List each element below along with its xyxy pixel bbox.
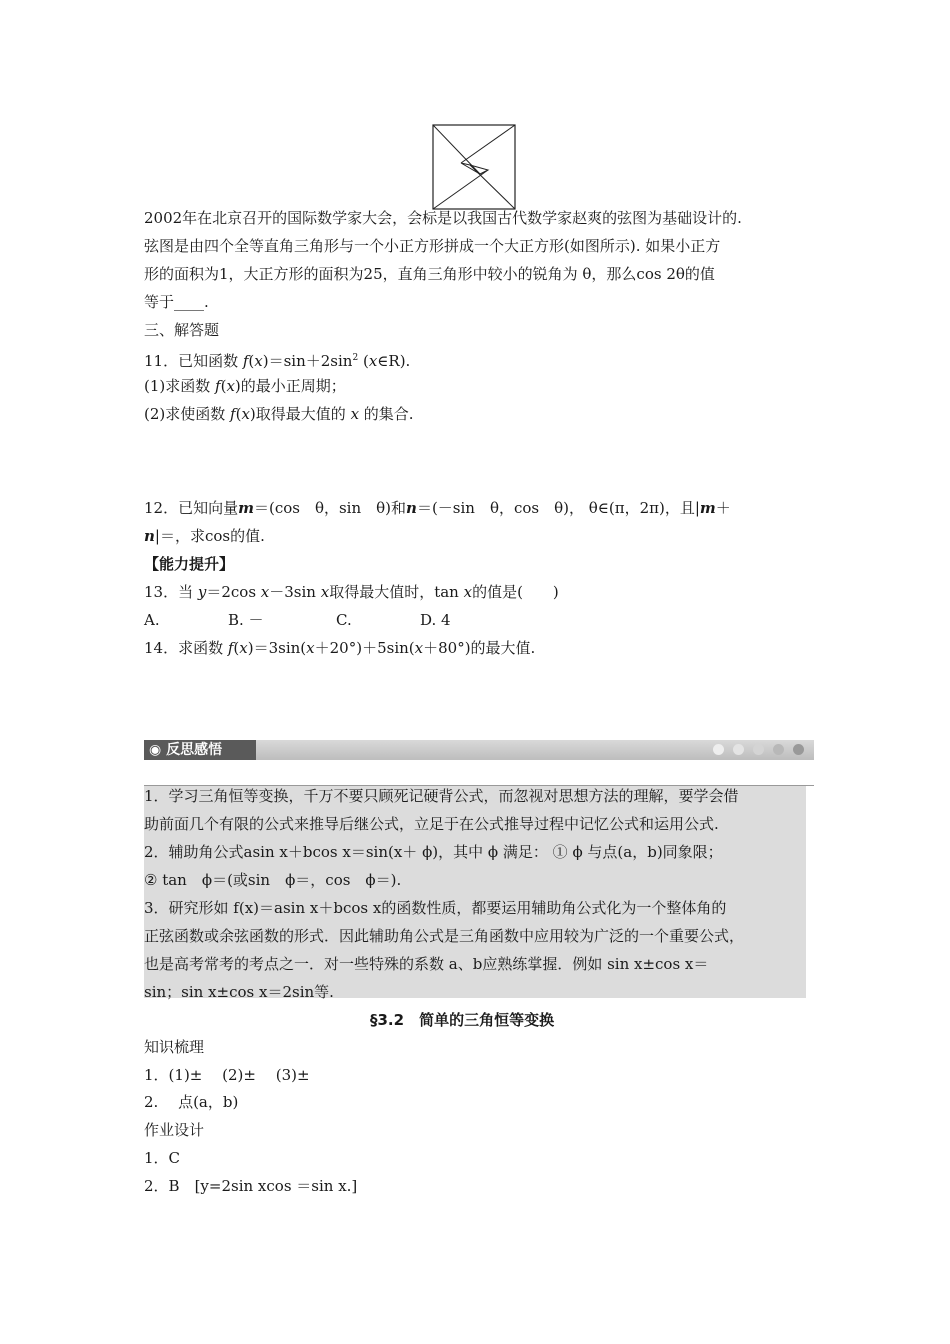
- reflection-p1-l1: 1．学习三角恒等变换，千万不要只顾死记硬背公式，而忽视对思想方法的理解，要学会借: [144, 787, 739, 805]
- problem13-options: [144, 610, 451, 630]
- problem11-q2: (2)求使函数 f(x)取得最大值的 x 的集合.: [144, 405, 414, 423]
- decorative-dots-icon: [713, 744, 804, 755]
- pinwheel-square-diagram-icon: [432, 124, 516, 210]
- reflection-p3-l1: 3．研究形如 f(x)＝asin x＋bcos x的函数性质，都要运用辅助角公式化为一个整体角的: [144, 899, 727, 917]
- knowledge-answer-1: 1．(1)± (2)± (3)±: [144, 1066, 310, 1084]
- problem10-line1: 2002年在北京召开的国际数学家大会，会标是以我国古代数学家赵爽的弦图为基础设计的.: [144, 209, 742, 227]
- homework-answer-1: 1．C: [144, 1149, 181, 1167]
- reflection-p1-l2: 助前面几个有限的公式来推导后继公式，立足于在公式推导过程中记忆公式和运用公式.: [144, 815, 719, 833]
- problem14-stem: 14．求函数 f(x)＝3sin(x＋20°)＋5sin(x＋80°)的最大值.: [144, 639, 536, 657]
- knowledge-heading: 知识梳理: [144, 1038, 205, 1056]
- ability-heading: 【能力提升】: [144, 555, 235, 573]
- option-c: C.: [336, 611, 352, 629]
- reflection-p3-l2: 正弦函数或余弦函数的形式．因此辅助角公式是三角函数中应用较为广泛的一个重要公式，: [144, 927, 745, 945]
- homework-answer-2: 2．B [y=2sin xcos ＝sin x.]: [144, 1177, 358, 1195]
- problem12-line1: 12．已知向量m＝(cos θ，sin θ)和n＝(－sin θ，cos θ)， θ∈(π，2π)，且|m＋: [144, 499, 731, 517]
- reflection-banner-label: ◉ 反思感悟: [144, 740, 256, 760]
- problem10-line2: 弦图是由四个全等直角三角形与一个小正方形拼成一个大正方形(如图所示). 如果小正方: [144, 237, 721, 255]
- problem11-stem: 11．已知函数 $f(x)=\sin+2\sin^2$ (x∈R).: [144, 352, 411, 370]
- reflection-banner: [144, 740, 814, 786]
- knowledge-answer-2: 2. 点(a，b): [144, 1093, 239, 1111]
- homework-heading: 作业设计: [144, 1121, 205, 1139]
- section3-heading: 三、解答题: [144, 321, 220, 339]
- problem10-line4: 等于____.: [144, 293, 209, 311]
- reflection-p2-l1: 2．辅助角公式asin x＋bcos x＝sin(x＋ ϕ)，其中 ϕ 满足： ① ϕ 与点(a，b)同象限；: [144, 843, 723, 861]
- reflection-p2-l2: ② tan ϕ＝(或sin ϕ＝，cos ϕ＝).: [144, 871, 402, 889]
- problem13-stem: 13．当 y＝2cos x－3sin x取得最大值时，tan x的值是( ): [144, 583, 559, 601]
- problem11-q1: (1)求函数 f(x)的最小正周期；: [144, 377, 346, 395]
- option-b: B. －: [228, 611, 264, 629]
- problem10-line3: 形的面积为1，大正方形的面积为25，直角三角形中较小的锐角为 θ，那么cos 2θ的值: [144, 265, 715, 283]
- option-d: D. 4: [420, 611, 451, 629]
- option-a: A.: [144, 611, 160, 629]
- reflection-p3-l3: 也是高考常考的考点之一．对一些特殊的系数 a、b应熟练掌握．例如 sin x±cos x＝: [144, 955, 709, 973]
- problem12-line2: n|＝，求cos的值.: [144, 527, 265, 545]
- answers-section-title: §3.2 简单的三角恒等变换: [370, 1011, 555, 1029]
- reflection-p3-l4: sin；sin x±cos x＝2sin等.: [144, 983, 334, 1001]
